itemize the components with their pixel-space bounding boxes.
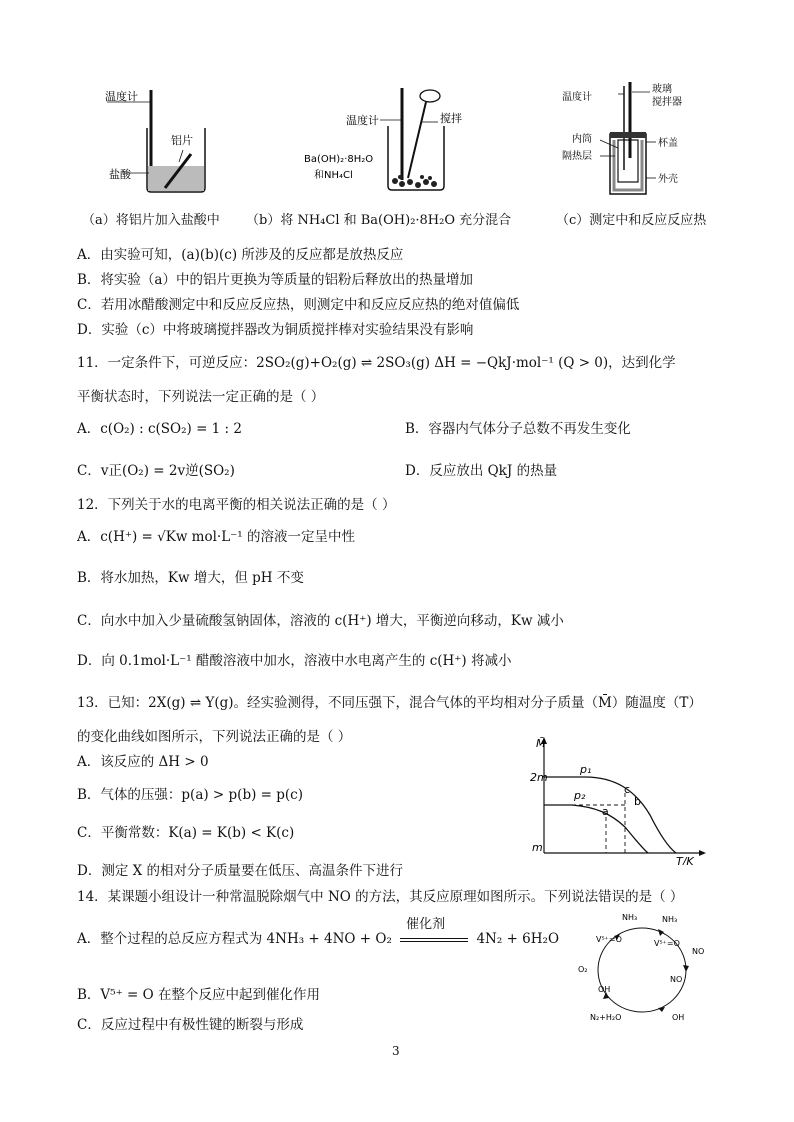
q14-catalyst-label: 催化剂 bbox=[406, 916, 446, 932]
q14-option-a-right: 4N₂ + 6H₂O bbox=[476, 931, 560, 947]
graph-xlabel: T/K bbox=[676, 855, 694, 865]
figure-c bbox=[560, 82, 695, 197]
q12-option-a: A．c(H⁺) = √Kw mol·L⁻¹ 的溶液一定呈中性 bbox=[77, 529, 356, 545]
fig-a-thermometer-label: 温度计 bbox=[105, 90, 138, 103]
fig-c-thermometer-label: 温度计 bbox=[562, 92, 592, 103]
q13-option-d: D．测定 X 的相对分子质量要在低压、高温条件下进行 bbox=[77, 863, 404, 879]
cycle-no-bound: NO bbox=[670, 975, 683, 984]
q13-option-a: A．该反应的 ΔH > 0 bbox=[77, 754, 209, 770]
cycle-v-top-right: V⁵⁺=O bbox=[654, 939, 680, 948]
q12-option-d: D．向 0.1mol·L⁻¹ 醋酸溶液中加水，溶液中水电离产生的 c(H⁺) 将减小 bbox=[77, 653, 512, 669]
q14-catalyst-arrow bbox=[400, 916, 468, 949]
cycle-oh-bottom: OH bbox=[672, 1013, 685, 1022]
graph-p1: p₁ bbox=[580, 763, 592, 776]
q14-option-a-left: A．整个过程的总反应方程式为 4NH₃ + 4NO + O₂ bbox=[77, 931, 392, 947]
graph-y-m: m bbox=[532, 841, 543, 854]
q14-option-c: C．反应过程中有极性键的断裂与形成 bbox=[77, 1017, 304, 1033]
q13-option-c: C．平衡常数：K(a) = K(b) < K(c) bbox=[77, 825, 295, 841]
graph-y-2m: 2m bbox=[530, 771, 548, 784]
graph-ylabel: M̄ bbox=[536, 737, 546, 750]
fig-c-lid-label: 杯盖 bbox=[658, 138, 678, 149]
fig-c-shell-label: 外壳 bbox=[658, 174, 678, 185]
q13-stem-line1: 13．已知：2X(g) ⇌ Y(g)。经实验测得，不同压强下，混合气体的平均相对分子质量（M̄）随温度（T） bbox=[77, 695, 702, 711]
cycle-o2-in: O₂ bbox=[578, 965, 588, 974]
fig-c-insul-label: 隔热层 bbox=[562, 151, 592, 162]
cycle-oh-left: OH bbox=[598, 985, 611, 994]
q12-option-b: B．将水加热，Kw 增大，但 pH 不变 bbox=[77, 570, 304, 586]
q10-option-a: A．由实验可知，(a)(b)(c) 所涉及的反应都是放热反应 bbox=[77, 247, 404, 263]
q11-stem-line2: 平衡状态时，下列说法一定正确的是（ ） bbox=[77, 389, 325, 405]
q10-option-d: D．实验（c）中将玻璃搅拌器改为铜质搅拌棒对实验结果没有影响 bbox=[77, 322, 474, 338]
cycle-nh3-in: NH₃ bbox=[622, 913, 638, 922]
q14-cycle-diagram bbox=[570, 908, 720, 1028]
page-number: 3 bbox=[392, 1044, 400, 1058]
q11-option-d: D．反应放出 QkJ 的热量 bbox=[405, 463, 558, 479]
fig-a-caption: （a）将铝片加入盐酸中 bbox=[82, 213, 220, 228]
q14-stem: 14．某课题小组设计一种常温脱除烟气中 NO 的方法，其反应原理如图所示。下列说法错误的是（ ） bbox=[77, 889, 684, 905]
q11-option-a: A．c(O₂) : c(SO₂) = 1 : 2 bbox=[77, 421, 242, 437]
fig-b-thermometer-label: 温度计 bbox=[346, 114, 379, 127]
figure-b bbox=[300, 82, 470, 192]
fig-c-caption: （c）测定中和反应反应热 bbox=[556, 213, 707, 228]
graph-point-b: b bbox=[634, 795, 641, 808]
graph-p2: p₂ bbox=[574, 789, 586, 802]
cycle-n2-h2o-out: N₂+H₂O bbox=[590, 1013, 622, 1022]
q14-option-a bbox=[77, 916, 560, 949]
fig-c-stirrer-label-1: 玻璃 bbox=[652, 84, 672, 95]
q10-option-b: B．将实验（a）中的铝片更换为等质量的铝粉后释放出的热量增加 bbox=[77, 272, 473, 288]
fig-a-foil-label: 铝片 bbox=[171, 134, 193, 147]
q13-graph bbox=[530, 735, 710, 865]
q13-stem-line2: 的变化曲线如图所示，下列说法正确的是（ ） bbox=[77, 729, 352, 745]
fig-b-reagent2-label: 和NH₄Cl bbox=[314, 170, 353, 181]
q13-option-b: B．气体的压强：p(a) > p(b) = p(c) bbox=[77, 787, 303, 803]
graph-point-c: c bbox=[624, 783, 631, 796]
q10-option-c: C．若用冰醋酸测定中和反应反应热，则测定中和反应反应热的绝对值偏低 bbox=[77, 297, 520, 313]
q12-stem: 12．下列关于水的电离平衡的相关说法正确的是（ ） bbox=[77, 497, 396, 513]
figure-a bbox=[95, 88, 215, 193]
fig-b-caption: （b）将 NH₄Cl 和 Ba(OH)₂·8H₂O 充分混合 bbox=[246, 213, 512, 228]
fig-a-acid-label: 盐酸 bbox=[109, 168, 131, 181]
q14-option-b: B．V⁵⁺ = O 在整个反应中起到催化作用 bbox=[77, 987, 320, 1003]
q11-option-c: C．v正(O₂) = 2v逆(SO₂) bbox=[77, 463, 235, 479]
q11-option-b: B．容器内气体分子总数不再发生变化 bbox=[405, 421, 631, 437]
q11-stem-line1: 11．一定条件下，可逆反应：2SO₂(g)+O₂(g) ⇌ 2SO₃(g) ΔH = −QkJ·mol⁻¹ (Q > 0)，达到化学 bbox=[77, 355, 676, 371]
graph-point-a: a bbox=[602, 805, 609, 818]
cycle-nh3-bound: NH₃ bbox=[662, 915, 678, 924]
cycle-no-in: NO bbox=[692, 947, 705, 956]
fig-c-stirrer-label-2: 搅拌器 bbox=[652, 97, 682, 108]
fig-c-inner-label: 内筒 bbox=[572, 134, 592, 145]
fig-b-stir-label: 搅拌 bbox=[440, 112, 462, 125]
q12-option-c: C．向水中加入少量硫酸氢钠固体，溶液的 c(H⁺) 增大，平衡逆向移动，Kw 减小 bbox=[77, 613, 564, 629]
fig-b-reagent1-label: Ba(OH)₂·8H₂O bbox=[304, 154, 374, 165]
cycle-v-top-left: V⁵⁺=O bbox=[596, 935, 622, 944]
